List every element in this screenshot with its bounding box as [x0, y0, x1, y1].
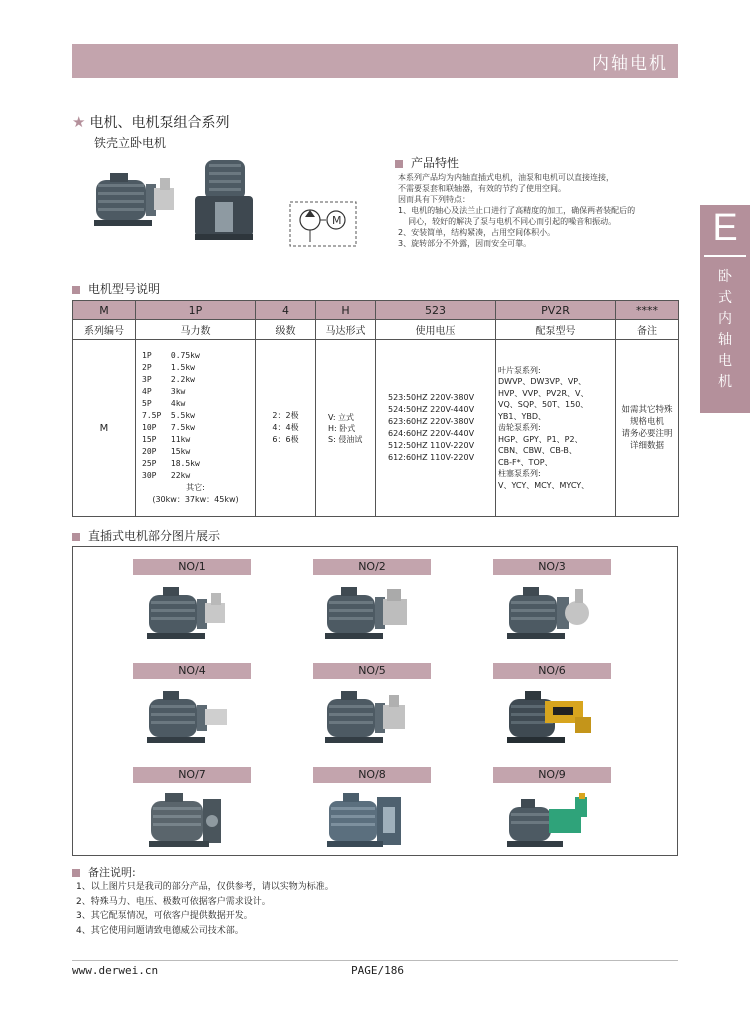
spec-sub-cell: 级数 — [256, 320, 316, 340]
pump-item: CBN、CBW、CB-B、 — [498, 446, 577, 456]
gallery-section-title — [72, 527, 220, 544]
side-tab — [700, 205, 750, 413]
features-line: 2、安装简单，结构紧凑，占用空间体积小。 — [398, 228, 556, 237]
remark-line: 请务必要注明 — [621, 429, 673, 439]
gallery-label-no7: NO/7 — [133, 767, 251, 783]
spec-sub-cell: 系列编号 — [73, 320, 136, 340]
features-line: 3、旋转部分不外露，因而安全可靠。 — [398, 239, 532, 248]
spec-section-title-text: 电机型号说明 — [88, 282, 161, 296]
spec-head-cell: H — [316, 301, 376, 320]
side-tab-char: 轴 — [718, 332, 732, 348]
gallery-image-no9 — [505, 791, 595, 853]
power-other: (30kw：37kw：45kw) — [152, 495, 239, 504]
gallery-frame — [72, 546, 678, 856]
pump-item: YB1、YBD、 — [498, 411, 546, 421]
spec-head-cell: 1P — [136, 301, 256, 320]
page-title: 内轴电机 — [592, 54, 668, 74]
spec-table-body-row — [73, 340, 679, 517]
gallery-image-no8 — [323, 791, 413, 853]
power-other-label: 其它: — [186, 483, 205, 492]
power-row: 1P 0.75kw — [142, 351, 200, 360]
power-row: 4P 3kw — [142, 387, 186, 396]
remark-line: 如需其它特殊 — [621, 405, 673, 415]
features-line: 因而具有下列特点： — [398, 195, 470, 204]
side-tab-divider — [704, 255, 746, 257]
side-tab-char: 内 — [718, 311, 732, 327]
gallery-image-no5 — [323, 687, 413, 749]
features-text — [398, 172, 694, 249]
spec-head-cell: 523 — [376, 301, 496, 320]
spec-table-sub-row — [73, 320, 679, 340]
series-code-cell: M — [73, 340, 136, 517]
pump-item: 柱塞泵系列: — [498, 469, 541, 479]
side-tab-letter: E — [712, 207, 738, 249]
spec-head-cell: M — [73, 301, 136, 320]
poles-cell — [256, 340, 316, 517]
pump-model-cell — [496, 340, 616, 517]
spec-sub-cell: 马力数 — [136, 320, 256, 340]
gallery-image-no4 — [145, 687, 235, 749]
power-row: 15P 11kw — [142, 435, 191, 444]
side-tab-char: 式 — [718, 290, 732, 306]
power-row: 30P 22kw — [142, 471, 191, 480]
square-bullet-icon — [72, 286, 80, 294]
pump-motor-symbol-icon — [288, 198, 358, 250]
spec-sub-cell: 马达形式 — [316, 320, 376, 340]
gallery-label-no3: NO/3 — [493, 559, 611, 575]
gallery-image-no2 — [323, 583, 413, 645]
series-subtitle: 铁壳立卧电机 — [94, 136, 167, 150]
pump-item: 齿轮泵系列: — [498, 423, 541, 433]
voltage-item: 612:60HZ 110V-220V — [388, 453, 475, 462]
power-list — [136, 350, 255, 482]
voltage-item: 623:60HZ 220V-380V — [388, 417, 475, 426]
motor-pump-image — [92, 170, 184, 232]
side-tab-text — [700, 267, 750, 393]
notes-list — [76, 880, 334, 938]
gallery-label-no1: NO/1 — [133, 559, 251, 575]
gallery-section-title-text: 直插式电机部分图片展示 — [88, 529, 221, 543]
voltage-item: 523:50HZ 220V-380V — [388, 393, 475, 402]
svg-text:M: M — [332, 214, 342, 227]
notes-title — [72, 864, 136, 880]
spec-sub-cell: 备注 — [616, 320, 679, 340]
square-bullet-icon — [72, 533, 80, 541]
star-icon: ★ — [72, 113, 86, 131]
power-row: 20P 15kw — [142, 447, 191, 456]
motor-type-item: S: 侵油试 — [328, 434, 363, 444]
side-tab-char: 卧 — [718, 269, 732, 285]
voltage-item: 624:60HZ 220V-440V — [388, 429, 475, 438]
square-bullet-icon — [72, 869, 80, 877]
spec-head-cell: **** — [616, 301, 679, 320]
power-row: 10P 7.5kw — [142, 423, 195, 432]
gallery-image-no7 — [145, 791, 235, 853]
pump-item: 叶片泵系列: — [498, 365, 541, 375]
motor-type-item: H: 卧式 — [328, 423, 356, 433]
features-title-text: 产品特性 — [411, 156, 460, 170]
gallery-label-no2: NO/2 — [313, 559, 431, 575]
features-line: 本系列产品均为内轴直插式电机，油泵和电机可以直接连接， — [398, 173, 614, 182]
footer-page-number: PAGE/186 — [351, 964, 404, 977]
note-line: 4、其它使用问题请致电德威公司技术部。 — [76, 925, 244, 936]
power-row: 2P 1.5kw — [142, 363, 195, 372]
pump-item: VQ、SQP、50T、150、 — [498, 400, 589, 410]
pump-item: V、YCY、MCY、MYCY、 — [498, 480, 590, 490]
gallery-image-no3 — [505, 583, 595, 645]
pump-item: HGP、GPY、P1、P2、 — [498, 434, 583, 444]
note-line: 3、其它配泵情况，可依客户提供数据开发。 — [76, 911, 253, 921]
footer-divider — [72, 960, 678, 961]
motor-type-cell — [316, 340, 376, 517]
gallery-label-no4: NO/4 — [133, 663, 251, 679]
gallery-image-no6 — [505, 687, 595, 749]
motor-type-item: V: 立式 — [328, 412, 355, 422]
power-row: 7.5P 5.5kw — [142, 411, 195, 420]
pole-item: 2：2极 — [272, 411, 299, 420]
pole-item: 4：4极 — [272, 423, 299, 432]
footer-url: www.derwei.cn — [72, 964, 159, 977]
square-bullet-icon — [395, 160, 403, 168]
note-line: 2、特殊马力、电压、极数可依据客户需求设计。 — [76, 896, 271, 907]
gallery-label-no6: NO/6 — [493, 663, 611, 679]
remark-cell — [616, 340, 679, 517]
pump-item: DWVP、DW3VP、VP、 — [498, 377, 587, 387]
voltage-item: 512:50HZ 110V-220V — [388, 441, 475, 450]
remark-line: 规格电机 — [629, 417, 664, 427]
spec-sub-cell: 使用电压 — [376, 320, 496, 340]
spec-head-cell: 4 — [256, 301, 316, 320]
spec-section-title — [72, 280, 160, 297]
pump-item: HVP、VVP、PV2R、V、 — [498, 388, 589, 398]
gallery-image-no1 — [145, 583, 235, 645]
side-tab-char: 机 — [718, 374, 732, 390]
gallery-label-no5: NO/5 — [313, 663, 431, 679]
pole-item: 6：6极 — [272, 435, 299, 444]
header-bar — [72, 44, 678, 78]
vertical-motor-image — [193, 158, 255, 242]
power-cell — [136, 340, 256, 517]
spec-head-cell: PV2R — [496, 301, 616, 320]
features-title — [395, 154, 459, 171]
power-row: 5P 4kw — [142, 399, 186, 408]
series-title — [72, 112, 229, 132]
spec-table — [72, 300, 679, 517]
series-title-text: 电机、电机泵组合系列 — [89, 115, 230, 131]
gallery-label-no9: NO/9 — [493, 767, 611, 783]
features-line: 不需要泵套和联轴器，有效的节约了使用空间。 — [398, 184, 566, 193]
power-row: 25P 18.5kw — [142, 459, 200, 468]
features-line: 1、电机的轴心及法兰止口进行了高精度的加工，确保两者装配后的 — [398, 206, 636, 215]
notes-title-text: 备注说明: — [88, 866, 136, 879]
pump-item: CB-F*、TOP、 — [498, 457, 553, 467]
voltage-item: 524:50HZ 220V-440V — [388, 405, 475, 414]
voltage-cell — [376, 340, 496, 517]
gallery-label-no8: NO/8 — [313, 767, 431, 783]
spec-table-head-row — [73, 301, 679, 320]
note-line: 1、以上图片只是我司的部分产品，仅供参考，请以实物为标准。 — [76, 882, 334, 892]
spec-sub-cell: 配泵型号 — [496, 320, 616, 340]
power-row: 3P 2.2kw — [142, 375, 195, 384]
side-tab-char: 电 — [718, 353, 732, 369]
remark-line: 详细数据 — [629, 441, 664, 451]
features-line: 同心，较好的解决了泵与电机不同心而引起的噪音和振动。 — [398, 217, 617, 226]
